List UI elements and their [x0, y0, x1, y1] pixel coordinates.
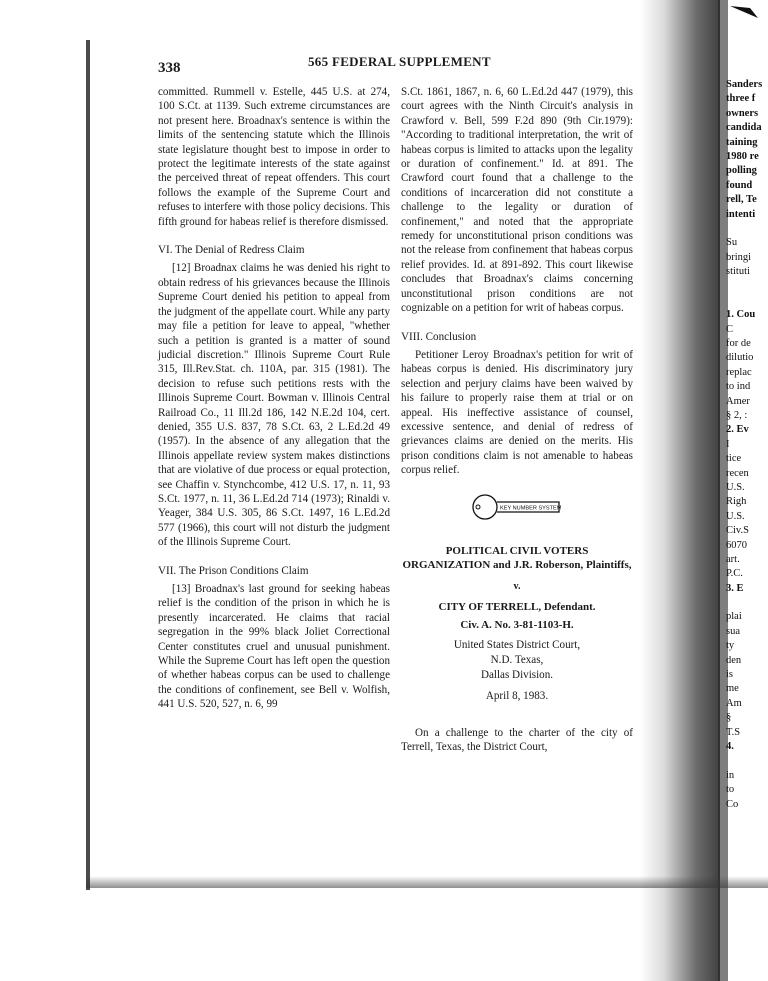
page-header — [158, 54, 638, 84]
caption-versus: v. — [513, 580, 521, 592]
facing-page-line: U.S. — [726, 481, 745, 493]
facing-page-line: U.S. — [726, 510, 745, 522]
facing-page-line: 6070 — [726, 539, 747, 551]
right-paragraph-3: On a challenge to the charter of the city of Terrell, Texas, the District Court, — [401, 726, 633, 754]
facing-page-line: C — [726, 323, 734, 335]
facing-page-line: candida — [726, 122, 762, 134]
facing-page-line: for de — [726, 338, 751, 350]
facing-page-line: Sanders — [726, 79, 763, 90]
facing-page-line: Righ — [726, 496, 747, 508]
caption-court-2: N.D. Texas, — [490, 653, 544, 666]
facing-page-line: polling — [726, 165, 757, 177]
right-paragraph-1: S.Ct. 1861, 1867, n. 6, 60 L.Ed.2d 447 (1979), this court agrees with the Ninth Circuit's analysis in Crawford v. Bell, 599 F.2d 890 (9th Cir.1979): "According to traditional interpretation, the writ of habeas corpus is limited to attacks upon the legality or duration of confinement." Id. at 891. The Crawford court found that a challenge to the conditions of incarceration did not constitute a challenge to the legality or duration of confinement," and noted that the appropriate remedy for unconstitutional prison conditions was not the release from confinement that habeas corpus relief provides. Id. at 891-892. This court likewise concludes that Broadnax's claims concerning unconstitutional prison conditions are not cognizable on a petition for writ of habeas corpus. — [401, 86, 633, 315]
caption-plaintiffs: POLITICAL CIVIL VOTERS ORGANIZATION and J.R. Roberson, Plaintiffs, — [402, 544, 632, 571]
book-gutter-shadow — [640, 0, 720, 981]
facing-page-line — [726, 294, 768, 308]
key-icon — [471, 492, 563, 522]
facing-page-line: owners — [726, 107, 759, 119]
facing-page-line: me — [726, 683, 739, 695]
running-head: 565 FEDERAL SUPPLEMENT — [308, 54, 491, 69]
facing-page-line: § 2, : — [726, 409, 748, 421]
section-heading-8: VIII. Conclusion — [401, 330, 477, 343]
facing-page-line: I — [726, 438, 730, 450]
facing-page-line: rell, Te — [726, 194, 757, 206]
facing-page-line: intenti — [726, 208, 756, 220]
right-paragraph-2: Petitioner Leroy Broadnax's petition for writ of habeas corpus is denied. His discriminatory jury selection and perjury claims have been waived by his failure to properly raise them at trial or on appeal. His ineffective assistance of counsel, excessive sentence, and denial of redress of grievances claims are denied on the merits. His prison conditions claim is not amenable to habeas corpus relief. — [401, 348, 633, 477]
facing-page-line: Am — [726, 697, 742, 709]
facing-page-line: 1980 re — [726, 150, 759, 162]
facing-page-line: T.S — [726, 726, 741, 738]
left-paragraph-3: [13] Broadnax's last ground for seeking habeas relief is the condition of the prison in which he is presently incarcerated. He claims that racial segregation in the 99% black Joliet Correctional Center constitutes cruel and unusual punishment. While the Supreme Court has left open the question of whether habeas corpus can be used to challenge the conditions of confinement, see Bell v. Wolfish, 441 U.S. 520, 527, n. 6, 99 — [158, 583, 390, 711]
key-number-label: KEY NUMBER SYSTEM — [500, 505, 562, 512]
facing-page-line — [726, 222, 768, 236]
facing-page-line: Amer — [726, 395, 750, 407]
facing-page-line: 3. E — [726, 582, 744, 594]
left-column — [158, 85, 390, 712]
facing-page-line — [726, 596, 768, 610]
left-paragraph-1: committed. Rummell v. Estelle, 445 U.S. at 274, 100 S.Ct. at 1139. Such extreme circumstances are not present here. Broadnax's sentence is within the limits of the sentencing statute which the Illinois state legislature thought best to impose in order to protect the legitimate interests of the state against the perceived threat of repeat offenders. This court follows the example of the Supreme Court and refuses to interfere with those policy decisions. This fifth ground for habeas relief is therefore dismissed. — [158, 86, 390, 228]
facing-page-line: to ind — [726, 381, 751, 393]
facing-page-line — [726, 279, 768, 293]
facing-page-line: three f — [726, 93, 756, 105]
facing-page-line — [726, 754, 768, 768]
caption-docket: Civ. A. No. 3-81-1103-H. — [460, 618, 574, 631]
facing-page-line: § — [726, 712, 732, 724]
section-heading-7: VII. The Prison Conditions Claim — [158, 564, 309, 577]
facing-page-line: found — [726, 179, 753, 191]
facing-page-line: den — [726, 654, 742, 666]
right-column — [401, 85, 633, 755]
section-heading-6: VI. The Denial of Redress Claim — [158, 244, 305, 257]
left-paragraph-2: [12] Broadnax claims he was denied his right to obtain redress of his grievances because the Illinois Supreme Court denied his petition to appeal from the judgment of the appellate court. While any party may file a petition for leave to appeal, "whether such a petition is granted is a matter of sound judicial discretion." Illinois Supreme Court Rule 315, Ill.Rev.Stat. ch. 110A, par. 315 (1981). The decision to refuse such petitions rests with the Illinois Supreme Court. Bowman v. Illinois Central Railroad Co., 11 Ill.2d 186, 142 N.E.2d 104, cert. denied, 355 U.S. 837, 78 S.Ct. 63, 2 L.Ed.2d 49 (1957). In the absence of any allegation that the Illinois appellate review system makes distinctions that are violative of due process or equal protection, see Chaffin v. Stynchcombe, 412 U.S. 17, n. 11, 93 S.Ct. 1977, n. 11, 36 L.Ed.2d 714 (1973); Rinaldi v. Yeager, 384 U.S. 305, 86 S.Ct. 1497, 16 L.Ed.2d 577 (1966), this court will not disturb the judgment of the Illinois Supreme Court. — [158, 262, 390, 549]
facing-page-line: recen — [726, 467, 749, 479]
facing-page-line: taining — [726, 136, 758, 148]
facing-page-line: to — [726, 784, 735, 796]
facing-page-line: plai — [726, 611, 742, 623]
facing-page-line: stituti — [726, 266, 750, 278]
facing-page-line: bringi — [726, 251, 752, 263]
facing-page-line: 4. — [726, 740, 734, 752]
facing-page-line: 1. Cou — [726, 309, 756, 321]
page-bottom-edge — [86, 876, 768, 888]
facing-page-line: in — [726, 769, 735, 781]
facing-page-line: Co — [726, 798, 739, 810]
facing-page-line: replac — [726, 366, 752, 378]
caption-date: April 8, 1983. — [485, 689, 549, 702]
facing-page-line: art. — [726, 553, 740, 565]
page-left-edge-shadow — [86, 40, 90, 890]
page-corner-mark — [728, 4, 762, 20]
facing-page-line: sua — [726, 625, 740, 637]
caption-defendant: CITY OF TERRELL, Defendant. — [438, 600, 596, 613]
facing-page-line: ty — [726, 640, 735, 652]
case-caption — [401, 544, 633, 704]
caption-court-3: Dallas Division. — [480, 668, 554, 681]
page-number: 338 — [158, 60, 181, 76]
facing-page-line: tice — [726, 453, 742, 465]
key-number-system-logo — [401, 492, 633, 522]
facing-page-line: P.C. — [726, 568, 743, 580]
facing-page-line: Su — [726, 237, 738, 249]
facing-page-line: is — [726, 669, 734, 681]
facing-page-line: 2. Ev — [726, 424, 749, 436]
facing-page-line: dilutio — [726, 352, 754, 364]
facing-page-line: Civ.S — [726, 525, 749, 537]
facing-page-fragments — [726, 78, 768, 812]
caption-court-1: United States District Court, — [453, 638, 581, 651]
